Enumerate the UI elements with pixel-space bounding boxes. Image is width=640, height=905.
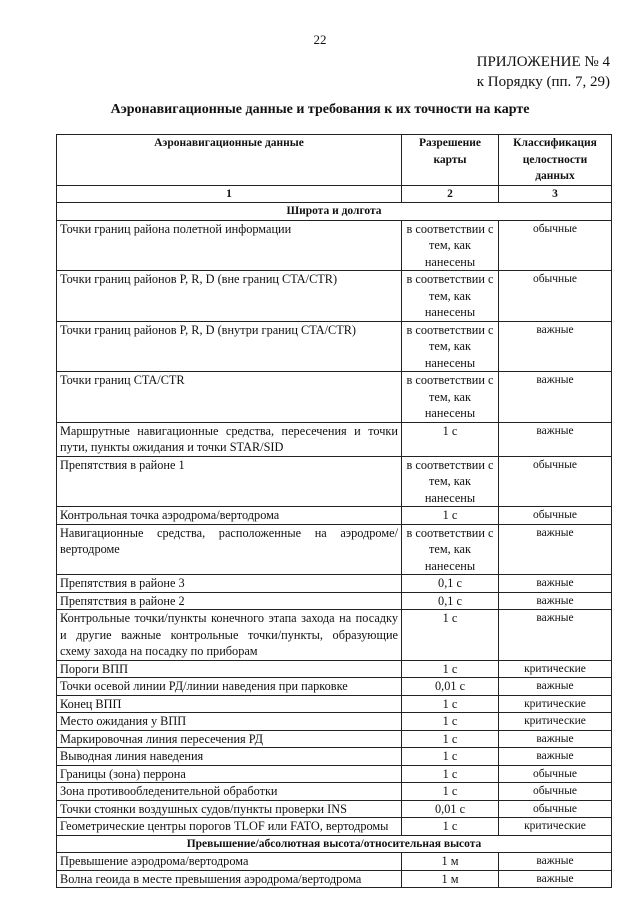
table-row xyxy=(57,660,612,678)
table-row xyxy=(57,575,612,593)
data-item-name: Маршрутные навигационные средства, пересечения и точки пути, пункты ожидания и точки STAR/SID xyxy=(57,422,402,456)
integrity-class: важные xyxy=(499,524,612,575)
table-row xyxy=(57,730,612,748)
table-row xyxy=(57,800,612,818)
chart-resolution: 1 с xyxy=(402,422,499,456)
appendix-number: ПРИЛОЖЕНИЕ № 4 xyxy=(476,54,610,70)
header-chart-resolution: Разрешение карты xyxy=(402,135,499,186)
data-item-name: Препятствия в районе 2 xyxy=(57,592,402,610)
data-item-name: Конец ВПП xyxy=(57,695,402,713)
chart-resolution: в соответствии с тем, как нанесены xyxy=(402,456,499,507)
table-row xyxy=(57,610,612,661)
data-item-name: Точки стоянки воздушных судов/пункты проверки INS xyxy=(57,800,402,818)
data-item-name: Волна геоида в месте превышения аэродрома/вертодрома xyxy=(57,870,402,888)
integrity-class: критические xyxy=(499,695,612,713)
integrity-class: важные xyxy=(499,372,612,423)
table-row xyxy=(57,422,612,456)
chart-resolution: 1 с xyxy=(402,818,499,836)
data-item-name: Пороги ВПП xyxy=(57,660,402,678)
chart-resolution: 0,01 с xyxy=(402,800,499,818)
chart-resolution: 1 с xyxy=(402,748,499,766)
chart-resolution: 1 с xyxy=(402,783,499,801)
data-item-name: Препятствия в районе 3 xyxy=(57,575,402,593)
chart-resolution: 1 с xyxy=(402,695,499,713)
table-row xyxy=(57,695,612,713)
column-number: 2 xyxy=(402,185,499,203)
integrity-class: обычные xyxy=(499,765,612,783)
aeronautical-data-table xyxy=(56,134,612,888)
table-row xyxy=(57,372,612,423)
integrity-class: критические xyxy=(499,660,612,678)
table-row xyxy=(57,524,612,575)
data-item-name: Зона противообледенительной обработки xyxy=(57,783,402,801)
table-row xyxy=(57,321,612,372)
table-row xyxy=(57,765,612,783)
column-number: 3 xyxy=(499,185,612,203)
chart-resolution: 1 с xyxy=(402,610,499,661)
data-item-name: Место ожидания у ВПП xyxy=(57,713,402,731)
integrity-class: важные xyxy=(499,678,612,696)
integrity-class: обычные xyxy=(499,456,612,507)
data-item-name: Точки границ районов P, R, D (вне границ CTA/CTR) xyxy=(57,271,402,322)
data-item-name: Точки границ районов P, R, D (внутри границ CTA/CTR) xyxy=(57,321,402,372)
table-row xyxy=(57,271,612,322)
integrity-class: важные xyxy=(499,610,612,661)
chart-resolution: 0,1 с xyxy=(402,592,499,610)
table-row xyxy=(57,592,612,610)
chart-resolution: 1 м xyxy=(402,870,499,888)
chart-resolution: 1 с xyxy=(402,713,499,731)
integrity-class: обычные xyxy=(499,507,612,525)
data-item-name: Точки границ CTA/CTR xyxy=(57,372,402,423)
data-item-name: Выводная линия наведения xyxy=(57,748,402,766)
document-title: Аэронавигационные данные и требования к их точности на карте xyxy=(110,102,530,117)
table-header-row xyxy=(57,135,612,186)
table-row xyxy=(57,870,612,888)
integrity-class: обычные xyxy=(499,800,612,818)
integrity-class: важные xyxy=(499,748,612,766)
table-row xyxy=(57,748,612,766)
chart-resolution: 1 с xyxy=(402,730,499,748)
table-row xyxy=(57,456,612,507)
page-number: 22 xyxy=(313,32,327,47)
section-title: Широта и долгота xyxy=(57,203,612,221)
table-row xyxy=(57,783,612,801)
section-row xyxy=(57,835,612,853)
appendix-reference xyxy=(477,52,610,92)
table-body xyxy=(57,203,612,888)
data-item-name: Контрольная точка аэродрома/вертодрома xyxy=(57,507,402,525)
table-row xyxy=(57,678,612,696)
integrity-class: важные xyxy=(499,592,612,610)
data-item-name: Превышение аэродрома/вертодрома xyxy=(57,853,402,871)
chart-resolution: в соответствии с тем, как нанесены xyxy=(402,321,499,372)
integrity-class: важные xyxy=(499,870,612,888)
integrity-class: обычные xyxy=(499,220,612,271)
data-item-name: Точки осевой линии РД/линии наведения при парковке xyxy=(57,678,402,696)
column-number: 1 xyxy=(57,185,402,203)
integrity-class: важные xyxy=(499,853,612,871)
data-item-name: Навигационные средства, расположенные на аэродроме/вертодроме xyxy=(57,524,402,575)
chart-resolution: 0,01 с xyxy=(402,678,499,696)
chart-resolution: 1 с xyxy=(402,660,499,678)
chart-resolution: 1 м xyxy=(402,853,499,871)
data-item-name: Маркировочная линия пересечения РД xyxy=(57,730,402,748)
data-item-name: Геометрические центры порогов TLOF или FATO, вертодромы xyxy=(57,818,402,836)
header-aeronautical-data: Аэронавигационные данные xyxy=(57,135,402,186)
integrity-class: важные xyxy=(499,575,612,593)
chart-resolution: в соответствии с тем, как нанесены xyxy=(402,220,499,271)
data-item-name: Контрольные точки/пункты конечного этапа захода на посадку и другие важные контрольные точки/пункты, образующие схему захода на посадку по приборам xyxy=(57,610,402,661)
chart-resolution: в соответствии с тем, как нанесены xyxy=(402,372,499,423)
integrity-class: важные xyxy=(499,422,612,456)
data-item-name: Границы (зона) перрона xyxy=(57,765,402,783)
table-row xyxy=(57,713,612,731)
header-integrity-classification: Классификация целостности данных xyxy=(499,135,612,186)
chart-resolution: 0,1 с xyxy=(402,575,499,593)
chart-resolution: 1 с xyxy=(402,765,499,783)
table-row xyxy=(57,818,612,836)
integrity-class: важные xyxy=(499,321,612,372)
chart-resolution: в соответствии с тем, как нанесены xyxy=(402,271,499,322)
integrity-class: обычные xyxy=(499,271,612,322)
data-item-name: Точки границ района полетной информации xyxy=(57,220,402,271)
integrity-class: важные xyxy=(499,730,612,748)
section-title: Превышение/абсолютная высота/относительная высота xyxy=(57,835,612,853)
integrity-class: критические xyxy=(499,818,612,836)
appendix-order-ref: к Порядку (пп. 7, 29) xyxy=(476,74,610,90)
table-row xyxy=(57,853,612,871)
column-number-row xyxy=(57,185,612,203)
integrity-class: обычные xyxy=(499,783,612,801)
data-item-name: Препятствия в районе 1 xyxy=(57,456,402,507)
chart-resolution: в соответствии с тем, как нанесены xyxy=(402,524,499,575)
integrity-class: критические xyxy=(499,713,612,731)
chart-resolution: 1 с xyxy=(402,507,499,525)
section-row xyxy=(57,203,612,221)
table-row xyxy=(57,220,612,271)
table-row xyxy=(57,507,612,525)
